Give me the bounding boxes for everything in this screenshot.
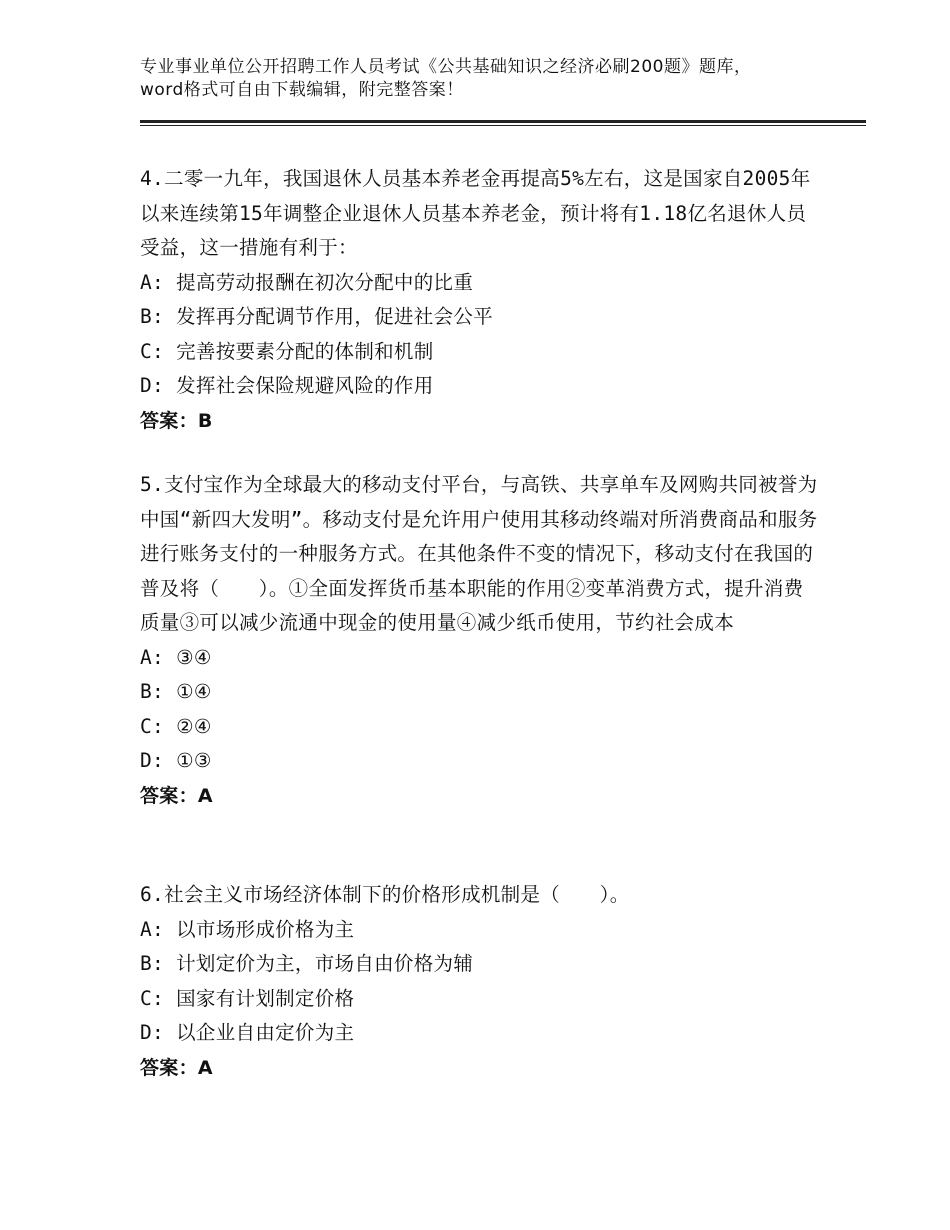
- option-d: D: ①③: [140, 749, 212, 772]
- option-a: A: 提高劳动报酬在初次分配中的比重: [140, 270, 474, 294]
- document-title: 专业事业单位公开招聘工作人员考试《公共基础知识之经济必刷200题》题库，word格式可自由下载编辑，附完整答案！: [140, 57, 752, 100]
- option-c: C: ②④: [140, 714, 212, 738]
- option-b: B: 计划定价为主，市场自由价格为辅: [140, 952, 474, 975]
- question-stem: 6.社会主义市场经济体制下的价格形成机制是（ ）。: [140, 883, 630, 906]
- option-a: A: ③④: [140, 645, 212, 669]
- question-stem: 4.二零一九年，我国退休人员基本养老金再提高5%左右，这是国家自2005年以来连续第15年调整企业退休人员基本养老金，预计将有1.18亿名退休人员受益，这一措施有利于：: [140, 167, 811, 259]
- question-4: [140, 162, 820, 438]
- question-6: [140, 878, 820, 1085]
- answer: 答案：B: [140, 409, 213, 432]
- option-d: D: 以企业自由定价为主: [140, 1021, 355, 1044]
- header-divider-thin: [140, 125, 866, 126]
- answer: 答案：A: [140, 1056, 213, 1079]
- question-5: [140, 468, 820, 813]
- option-b: B: 发挥再分配调节作用，促进社会公平: [140, 305, 493, 328]
- option-c: C: 完善按要素分配的体制和机制: [140, 339, 434, 363]
- option-b: B: ①④: [140, 680, 212, 703]
- header-divider-thick: [140, 120, 866, 123]
- answer: 答案：A: [140, 784, 213, 807]
- option-a: A: 以市场形成价格为主: [140, 917, 355, 941]
- option-d: D: 发挥社会保险规避风险的作用: [140, 374, 434, 397]
- option-c: C: 国家有计划制定价格: [140, 986, 355, 1010]
- document-header: [140, 56, 780, 102]
- question-stem: 5.支付宝作为全球最大的移动支付平台，与高铁、共享单车及网购共同被誉为中国“新四大发明”。移动支付是允许用户使用其移动终端对所消费商品和服务进行账务支付的一种服务方式。在其他条件不变的情况下，移动支付在我国的普及将（ ）。①全面发挥货币基本职能的作用②变革消费方式，提升消费质量③可以减少流通中现金的使用量④减少纸币使用，节约社会成本: [140, 473, 818, 634]
